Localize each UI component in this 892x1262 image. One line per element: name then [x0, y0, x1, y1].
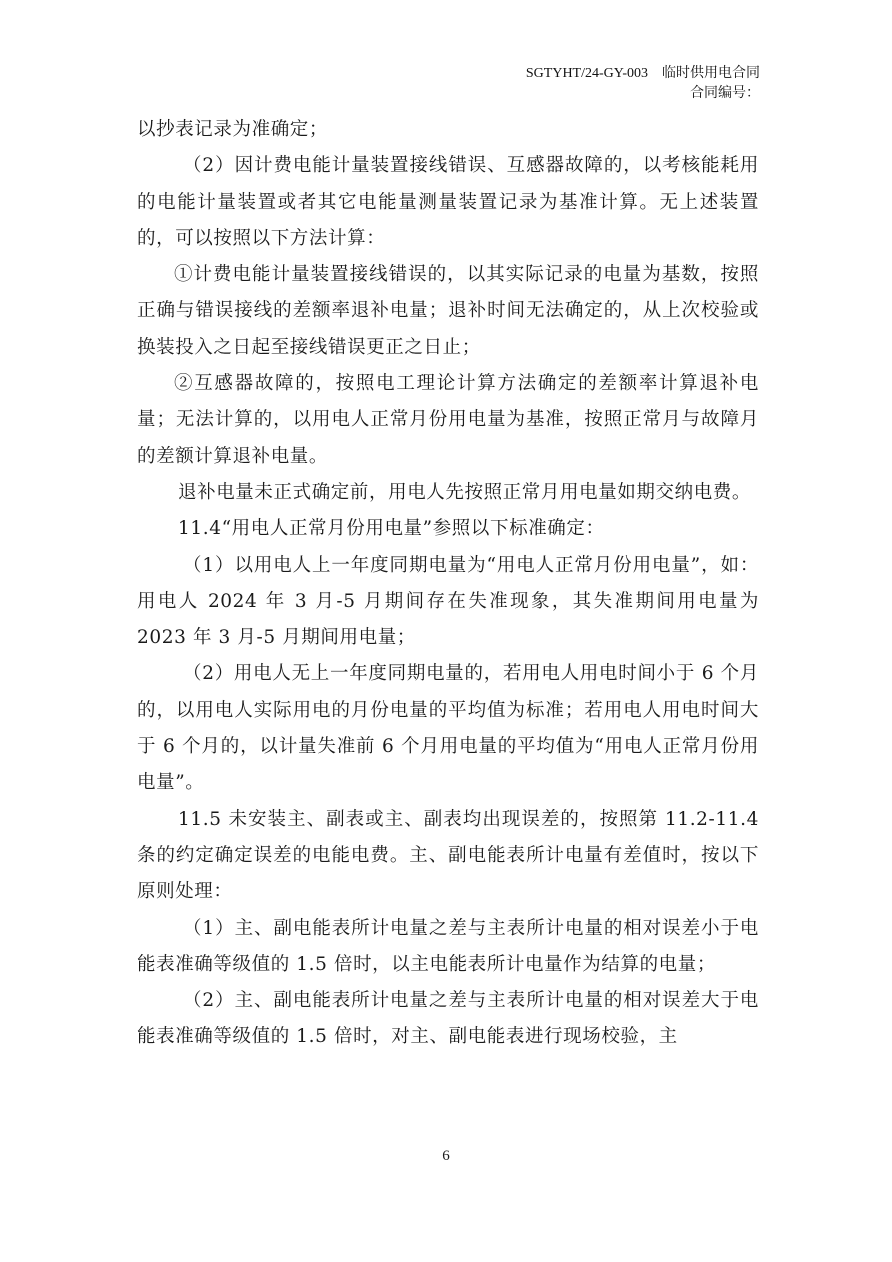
- paragraph: （1）主、副电能表所计电量之差与主表所计电量的相对误差小于电能表准确等级值的 1.5 倍时，以主电能表所计电量作为结算的电量；: [137, 917, 759, 975]
- document-body: [137, 112, 759, 1056]
- paragraph: （2）因计费电能计量装置接线错误、互感器故障的，以考核能耗用的电能计量装置或者其它电能量测量装置记录为基准计算。无上述装置的，可以按照以下方法计算：: [137, 155, 759, 249]
- paragraph: 以抄表记录为准确定；: [137, 119, 329, 140]
- paragraph: 退补电量未正式确定前，用电人先按照正常月用电量如期交纳电费。: [178, 481, 752, 503]
- paragraph: （2）用电人无上一年度同期电量的，若用电人用电时间小于 6 个月的，以用电人实际用电的月份电量的平均值为标准；若用电人用电时间大于 6 个月的，以计量失准前 6 个月用电量的平均值为“用电人正常月份用电量”。: [137, 663, 759, 794]
- contract-title: 临时供用电合同: [662, 66, 760, 81]
- page-number: 6: [442, 1148, 450, 1164]
- page-header: [400, 64, 760, 104]
- header-line-1: [400, 64, 760, 84]
- paragraph: （1）以用电人上一年度同期电量为“用电人正常月份用电量”，如：用电人 2024 年 3 月-5 月期间存在失准现象，其失准期间用电量为 2023 年 3 月-5 月期间用电量；: [137, 554, 759, 649]
- paragraph: 11.5 未安装主、副表或主、副表均出现误差的，按照第 11.2-11.4 条的约定确定误差的电能电费。主、副电能表所计电量有差值时，按以下原则处理：: [137, 808, 759, 903]
- contract-number-label: 合同编号：: [690, 86, 760, 101]
- paragraph: ①计费电能计量装置接线错误的，以其实际记录的电量为基数，按照正确与错误接线的差额率退补电量；退补时间无法确定的，从上次校验或换装投入之日起至接线错误更正之日止；: [137, 264, 759, 358]
- paragraph: ②互感器故障的，按照电工理论计算方法确定的差额率计算退补电量；无法计算的，以用电人正常月份用电量为基准，按照正常月与故障月的差额计算退补电量。: [137, 373, 759, 467]
- paragraph: （2）主、副电能表所计电量之差与主表所计电量的相对误差大于电能表准确等级值的 1.5 倍时，对主、副电能表进行现场校验，主: [137, 990, 759, 1048]
- paragraph: 11.4“用电人正常月份用电量”参照以下标准确定：: [178, 518, 605, 540]
- contract-code: SGTYHT/24-GY-003: [525, 66, 648, 81]
